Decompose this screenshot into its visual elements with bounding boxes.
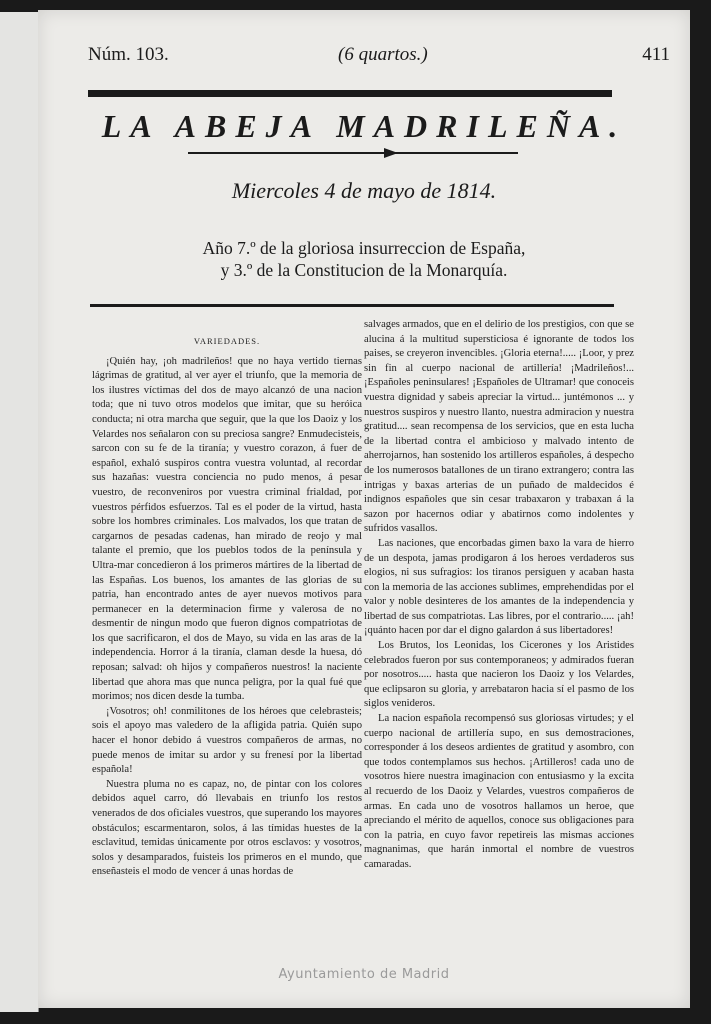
article-paragraph: salvages armados, que en el delirio de los prestigios, con que se alucina á la multitud supersticiosa é ignorante de todos los paises, se creyeron invencibles. ¡Gloria eterna!..... ¡Loor, y prez sin fin al cuerpo nacional de artillería! ¡Madrileños!... ¡Españoles peninsulares! ¡Españoles de Ultramar! que conoceis vuestra dignidad y sabeis apreciar la virtud... juntémonos ... y nuestros suspiros y nuestro llanto, nuestra admiracion y nuestra gratitud.... sean recompensa de los servicios, que en esta lucha de la libertad contra el ambicioso y malvado intento de aherrojarnos, han sostenido los artilleros españoles, á despecho de los numerosos batallones de un tirano extrangero; contra las intrigas y baxas arterias de un puñado de maldecidos é indignos españoles que sin cesar trabaxaron y trabaxan á la sazon por hacernos odiar y abatirnos como indolentes y sufridos vasallos. — [364, 319, 634, 535]
subtitle-line-1: Año 7.º de la gloriosa insurreccion de España, — [202, 238, 526, 258]
article-paragraph: Nuestra pluma no es capaz, no, de pintar con los colores debidos aquel carro, dó llevabais en triunfo los restos venerados de dos oficiales vuestros, que superando los mayores obstáculos; escarmentaron, solos, á las tímidas huestes de la esclavitud, temidas únicamente por otros esclavos: y vosotros, solos y desamparados, fuisteis los primeros en el mundo, que enseñasteis el modo de vencer á unas hordas de — [92, 778, 362, 878]
masthead-top-rule — [88, 90, 612, 97]
article-paragraph: ¡Vosotros; oh! conmilitones de los héroes que celebrasteis; sois el apoyo mas valedero de la afligida patria. Quién supo hacer el honor debido á vuestros compañeros de armas, no puede menos de imitar su ardor y su frenesí por la libertad española! — [92, 705, 362, 776]
newspaper-page — [38, 10, 690, 1008]
article-paragraph: ¡Quién hay, ¡oh madrileños! que no haya vertido tiernas lágrimas de gratitud, al ver ayer el triunfo, que la memoria de los ilustres víctimas del dos de mayo alcanzó de una nacion toda; que ni tuvo otros modelos que imitar, que su heróica conducta; ni otra marcha que seguir, que la que los Daoiz y los Velardes nos señalaron con su preciosa sangre? Enmudecisteis, sarcon con su fe de la tiranía; y vuestro corazon, á fuer de español, exhaló suspiros contra vuestra voluntad, al recordar sus hazañas: vuestra conciencia no pudo menos, á pesar vuestro, de reconveniros por vuestra criminal frialdad, por vuestros pérfidos esfuerzos. Tal es el poder de la virtud, hasta sobre los hombres criminales. Los malvados, los que tratan de cargarnos de pesadas cadenas, han mirado de reojo y mal talante el premio, que los pueblos todos de la península y Ultra-mar concedieron á los primeros mártires de la libertad de las Españas. Los buenos, los amantes de las glorias de su patria, han encontrado antes de ayer nuevos motivos para permanecer en la determinacion firme y valerosa de no desmentir de ningun modo que fueron dignos compatriotas de los que sacrificaron, el dos de Mayo, su vida en las aras de la independencia. Horror á la tiranía, claman desde la huesa, dó reposan; salvad: oh hijos y compañeros nuestros! la naciente libertad que ahora mas que nunca peligra, por la qual fué que morimos; nos dicen desde la tumba. — [92, 355, 362, 703]
article-paragraph: Las naciones, que encorbadas gimen baxo la vara de hierro de un despota, jamas prodigaron á los heroes verdaderos sus elogios, ni sus sufragios: los tiranos persiguen y acaban hasta con la memoria de las acciones sublimes, emprehendidas por el valor y noble desinteres de los amantes de la independencia y libertad de sus compatriotas. Las libres, por el contrario..... ¡ah! ¡quánto hacen por dar el digno galardon á sus libertadores! — [364, 537, 634, 637]
archive-watermark: Ayuntamiento de Madrid — [278, 967, 450, 982]
left-column — [92, 318, 362, 880]
right-column — [364, 318, 634, 873]
article-paragraph: Los Brutos, los Leonidas, los Cicerones y los Aristides celebrados fueron por sus contemporaneos; y admirados fueran por nosotros..... hasta que nacieron los Daoiz y los Velardes, que eclipsaron su gloria, y arrebataron hacia sí el pasmo de los siglos venideros. — [364, 640, 634, 710]
article-paragraph: La nacion española recompensó sus gloriosas virtudes; y el cuerpo nacional de artillería supo, en sus demostraciones, corresponder á los deseos ardientes de gratitud y asombro, con que todos contemplamos sus hechos. ¡Artilleros! cada uno de vosotros hiere nuestra imaginacion con entusiasmo y la excita al recuerdo de los Daoiz y Velardes, vuestros compañeros de armas. En cada uno de vosotros hallamos un heroe, que apreciando el mérito de aquellos, conoce sus obligaciones para con la patria, en cuyo favor repetireis las mismas acciones magnanimas, que harán inmortal el nombre de vuestros camaradas. — [364, 713, 634, 870]
newspaper-title: LA ABEJA MADRILEÑA. — [101, 108, 627, 144]
previous-page-edge — [0, 12, 39, 1012]
issue-number: Núm. 103. — [88, 44, 169, 65]
section-title: VARIEDADES. — [193, 336, 261, 346]
subtitle-line-2: y 3.º de la Constitucion de la Monarquía. — [220, 260, 508, 280]
page-number: 411 — [642, 44, 670, 65]
arrow-ornament — [188, 152, 518, 154]
issue-date: Miercoles 4 de mayo de 1814. — [231, 178, 497, 203]
masthead-bottom-rule — [90, 304, 614, 307]
issue-price: (6 quartos.) — [338, 44, 428, 65]
